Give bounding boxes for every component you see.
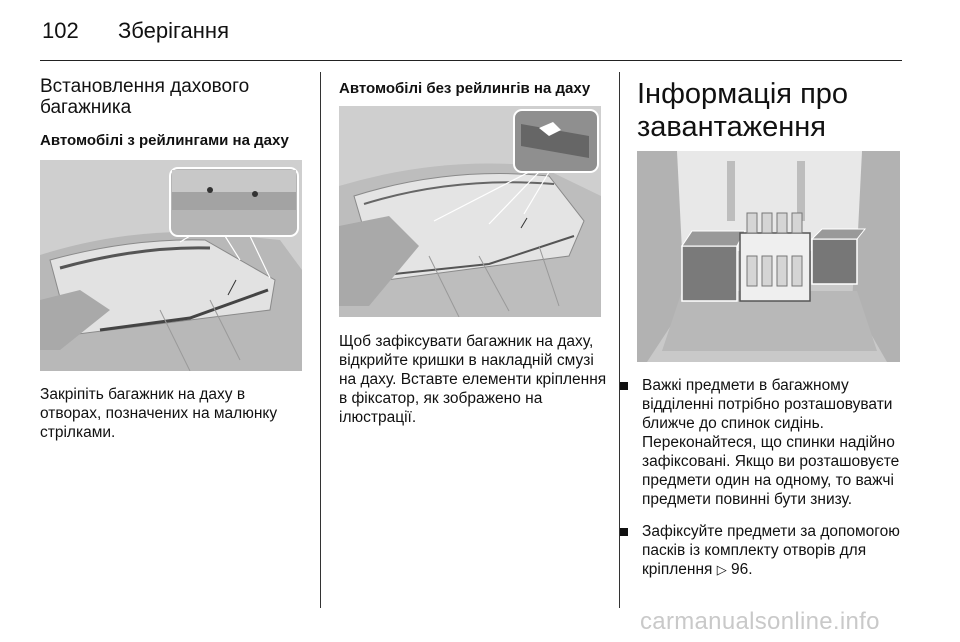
section-heading-loading-info: Інформація про завантаження <box>637 78 849 143</box>
subheading-with-rails: Автомобілі з рейлингами на даху <box>40 132 289 149</box>
illustration-luggage-loading <box>637 151 900 362</box>
header-divider <box>40 60 902 61</box>
car-roof-rails-drawing <box>40 160 302 371</box>
bullet-text-secure-items-body: Зафіксуйте предмети за допомогою пасків із комплекту отворів для кріплення <box>642 523 900 578</box>
watermark-text: carmanualsonline.info <box>640 608 880 635</box>
page-number: 102 <box>42 18 79 43</box>
bullet-square-icon <box>620 528 628 536</box>
section-heading-roof-rack: Встановлення дахового багажника <box>40 76 250 118</box>
illustration-roof-with-rails <box>40 160 302 371</box>
bullet-text-heavy-items: Важкі предмети в багажному відділенні потрібно розташовувати ближче до спинок сидінь. Переконайтеся, що спинки надійно зафіксовані. Якщо ви розташовуєте предмети один на одному, то важчі предмети повинні бути знизу. <box>642 377 900 508</box>
bullet-square-icon <box>620 382 628 390</box>
illustration-roof-without-rails <box>339 106 601 317</box>
subheading-without-rails: Автомобілі без рейлингів на даху <box>339 80 591 97</box>
trunk-loading-drawing <box>637 151 900 362</box>
bullet-text-secure-items <box>642 522 912 579</box>
body-text-with-rails: Закріпіть багажник на даху в отворах, позначених на малюнку стрілками. <box>40 386 278 441</box>
body-text-without-rails: Щоб зафіксувати багажник на даху, відкрийте кришки в накладній смузі на даху. Вставте елементи кріплення в фіксатор, як зображено на ілюстрації. <box>339 333 607 426</box>
bullet-secure-items <box>620 522 910 582</box>
car-roof-no-rails-drawing <box>339 106 601 317</box>
page-title: Зберігання <box>118 18 229 43</box>
bullet-heavy-items <box>620 376 910 516</box>
triangle-arrow-icon: ▷ <box>716 562 727 577</box>
page-reference-link[interactable]: 96. <box>731 561 753 578</box>
column-divider-1 <box>320 72 321 608</box>
